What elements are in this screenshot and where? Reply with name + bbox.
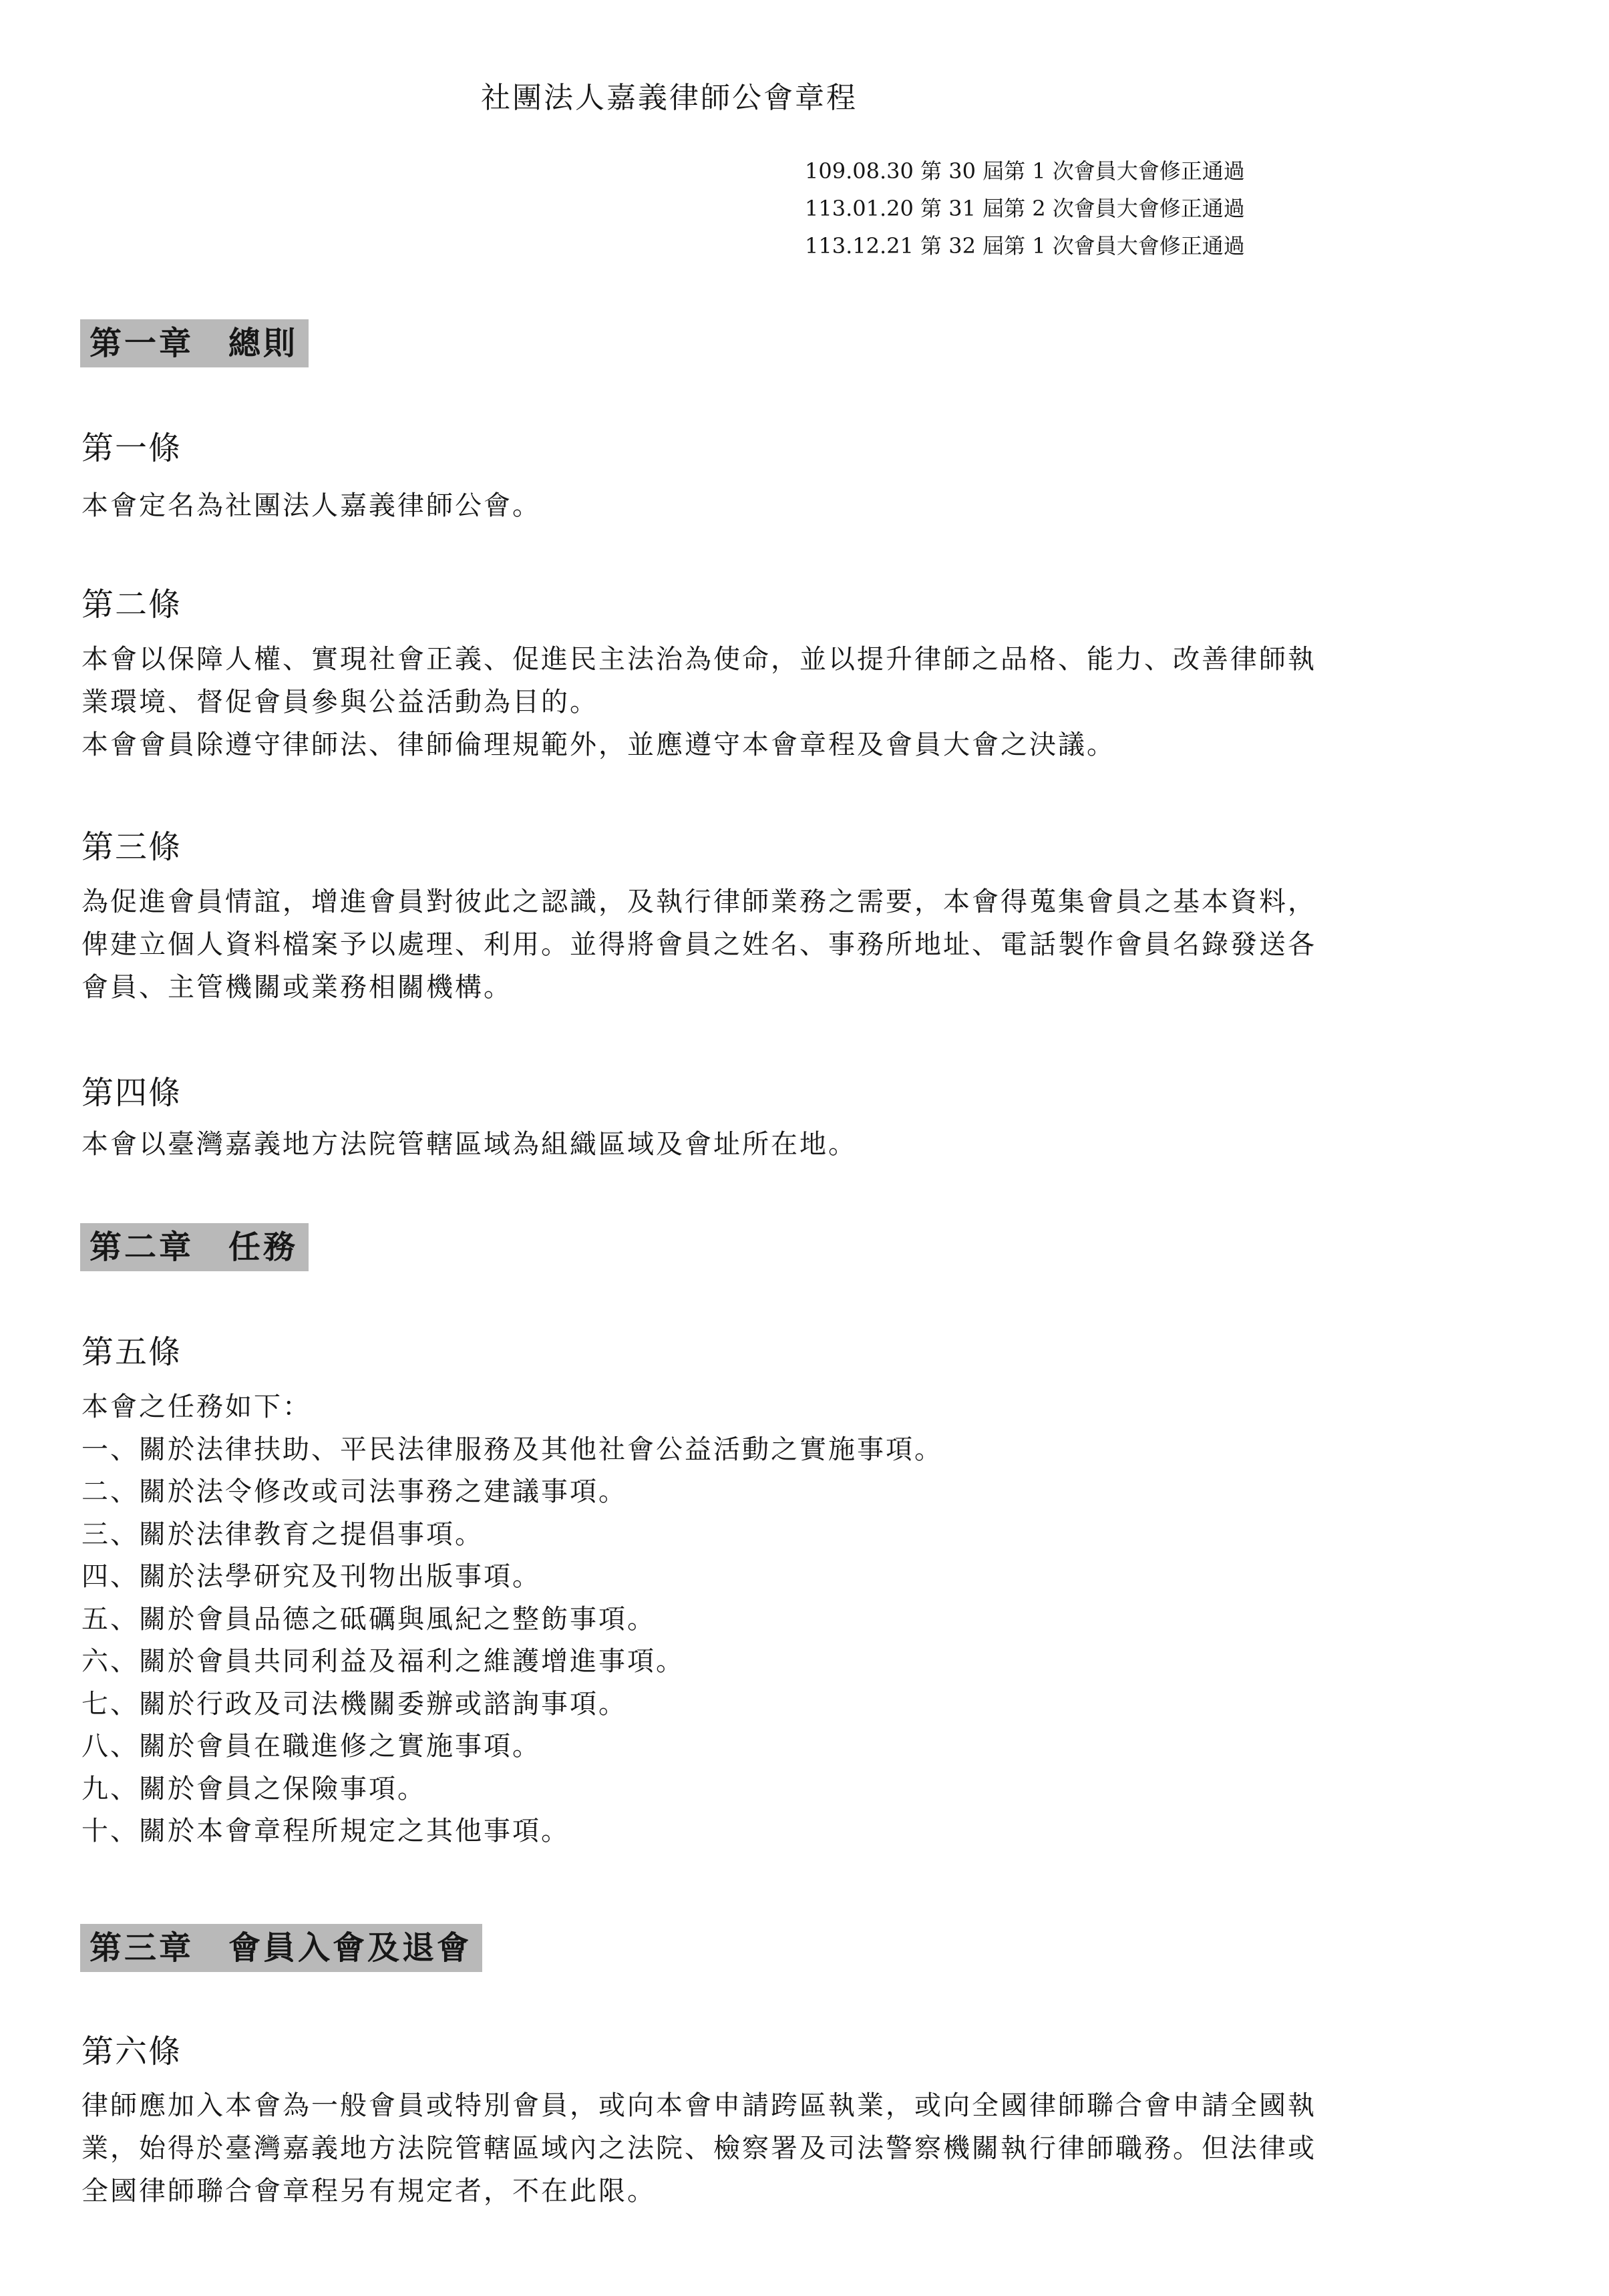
- article-title: 第六條: [81, 2033, 182, 2070]
- list-item: 八、關於會員在職進修之實施事項。: [81, 1731, 541, 1762]
- list-item: 九、關於會員之保險事項。: [81, 1773, 426, 1804]
- document-title: 社團法人嘉義律師公會章程: [481, 81, 858, 115]
- list-item: 七、關於行政及司法機關委辦或諮詢事項。: [81, 1688, 627, 1719]
- article-text-line: 本會定名為社團法人嘉義律師公會。: [81, 490, 541, 521]
- article-text-line: 全國律師聯合會章程另有規定者，不在此限。: [81, 2176, 656, 2206]
- chapter-heading: 第二章 任務: [80, 1223, 309, 1271]
- chapter-heading: 第三章 會員入會及退會: [80, 1924, 482, 1972]
- list-item: 三、關於法律教育之提倡事項。: [81, 1518, 484, 1550]
- list-item: 二、關於法令修改或司法事務之建議事項。: [81, 1476, 627, 1507]
- list-item: 四、關於法學研究及刊物出版事項。: [81, 1561, 541, 1592]
- article-body: [81, 484, 1524, 527]
- article-body: [81, 2084, 1524, 2212]
- article-title: 第二條: [81, 586, 182, 623]
- article-title: 第三條: [81, 828, 182, 866]
- list-intro: 本會之任務如下：: [81, 1391, 311, 1422]
- article-text-line: 會員、主管機關或業務相關機構。: [81, 972, 512, 1003]
- revision-line: 113.12.21 第 32 屆第 1 次會員大會修正通過: [805, 233, 1245, 259]
- article-text-line: 為促進會員情誼，增進會員對彼此之認識，及執行律師業務之需要，本會得蒐集會員之基本資料，: [81, 886, 1316, 917]
- list-item: 六、關於會員共同利益及福利之維護增進事項。: [81, 1646, 685, 1677]
- revision-line: 109.08.30 第 30 屆第 1 次會員大會修正通過: [805, 158, 1245, 184]
- article-body: [81, 638, 1524, 766]
- article-body: [81, 1123, 1524, 1166]
- list-item: 一、關於法律扶助、平民法律服務及其他社會公益活動之實施事項。: [81, 1434, 943, 1465]
- article-title: 第四條: [81, 1074, 182, 1112]
- article-body: [81, 880, 1524, 1009]
- article-text-line: 業，始得於臺灣嘉義地方法院管轄區域內之法院、檢察署及司法警察機關執行律師職務。但法律或: [81, 2133, 1316, 2164]
- article-text-line: 業環境、督促會員參與公益活動為目的。: [81, 687, 598, 717]
- article-text-line: 本會會員除遵守律師法、律師倫理規範外，並應遵守本會章程及會員大會之決議。: [81, 729, 1115, 760]
- revision-line: 113.01.20 第 31 屆第 2 次會員大會修正通過: [805, 196, 1245, 221]
- article-title: 第五條: [81, 1333, 182, 1371]
- article-text-line: 本會以臺灣嘉義地方法院管轄區域為組織區域及會址所在地。: [81, 1129, 857, 1160]
- task-list: [81, 1386, 943, 1853]
- list-item: 十、關於本會章程所規定之其他事項。: [81, 1816, 570, 1846]
- article-title: 第一條: [81, 430, 182, 467]
- article-text-line: 本會以保障人權、實現社會正義、促進民主法治為使命，並以提升律師之品格、能力、改善律師執: [81, 644, 1316, 675]
- article-text-line: 俾建立個人資料檔案予以處理、利用。並得將會員之姓名、事務所地址、電話製作會員名錄發送各: [81, 929, 1316, 960]
- revision-history: [805, 152, 1245, 265]
- article-text-line: 律師應加入本會為一般會員或特別會員，或向本會申請跨區執業，或向全國律師聯合會申請全國執: [81, 2090, 1316, 2121]
- list-item: 五、關於會員品德之砥礪與風紀之整飭事項。: [81, 1603, 656, 1635]
- chapter-heading: 第一章 總則: [80, 319, 309, 367]
